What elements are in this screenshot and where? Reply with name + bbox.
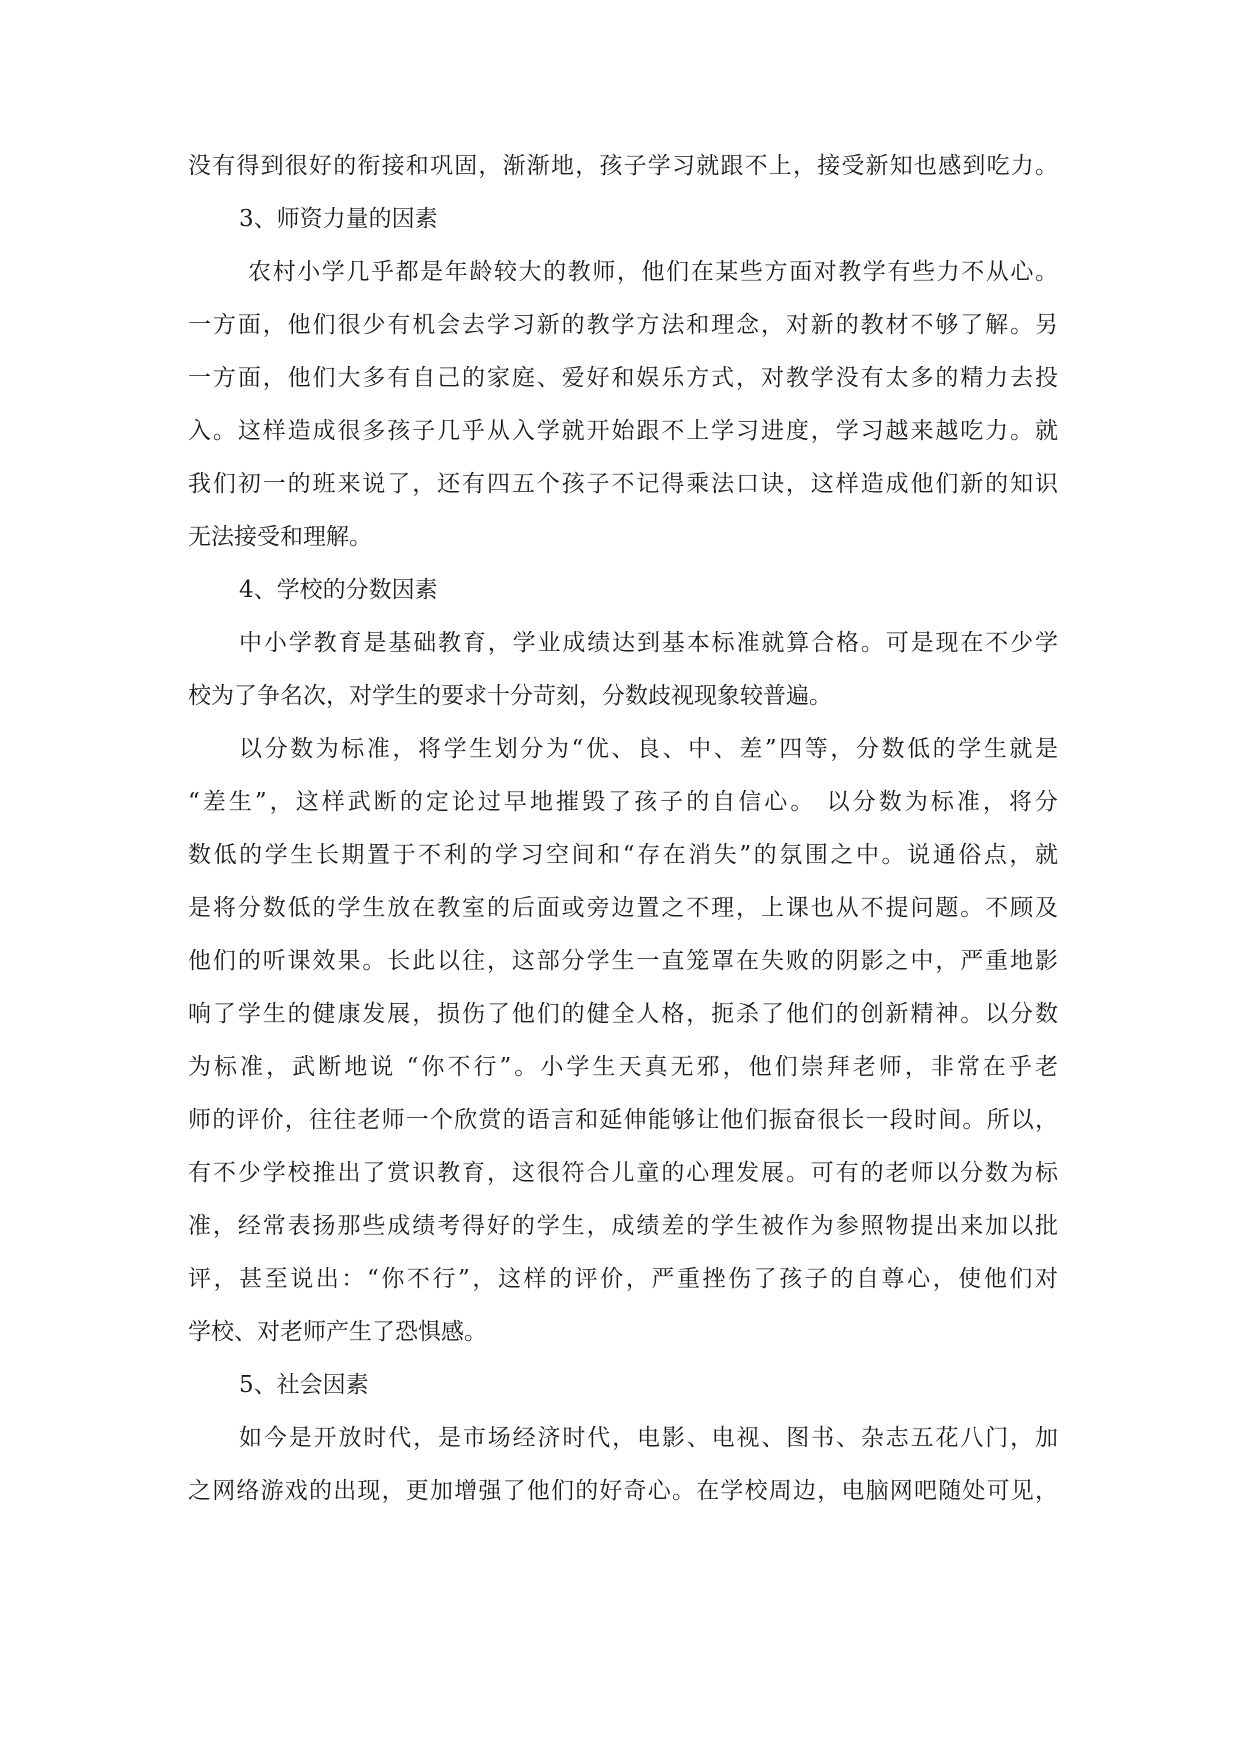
text-line: 我们初一的班来说了，还有四五个孩子不记得乘法口诀，这样造成他们新的知识 — [188, 471, 1058, 497]
text-line: 一方面，他们很少有机会去学习新的教学方法和理念，对新的教材不够了解。另 — [188, 312, 1058, 338]
text-line: 学校、对老师产生了恐惧感。 — [188, 1319, 487, 1345]
section-heading-5: 5、社会因素 — [239, 1372, 369, 1398]
text-line: 准，经常表扬那些成绩考得好的学生，成绩差的学生被作为参照物提出来加以批 — [188, 1213, 1058, 1239]
section-heading-3: 3、师资力量的因素 — [239, 206, 438, 232]
text-line: 校为了争名次，对学生的要求十分苛刻，分数歧视现象较普遍。 — [188, 683, 832, 709]
text-line: 有不少学校推出了赏识教育，这很符合儿童的心理发展。可有的老师以分数为标 — [188, 1160, 1058, 1186]
text-line: 师的评价，往往老师一个欣赏的语言和延伸能够让他们振奋很长一段时间。所以， — [188, 1107, 1058, 1133]
text-line: 如今是开放时代，是市场经济时代，电影、电视、图书、杂志五花八门，加 — [239, 1425, 1058, 1451]
text-line: 农村小学几乎都是年龄较大的教师，他们在某些方面对教学有些力不从心。 — [248, 259, 1058, 285]
text-line: 数低的学生长期置于不利的学习空间和“存在消失”的氛围之中。说通俗点，就 — [188, 842, 1058, 868]
text-line: 一方面，他们大多有自己的家庭、爱好和娱乐方式，对教学没有太多的精力去投 — [188, 365, 1058, 391]
text-line: 评，甚至说出：“你不行”，这样的评价，严重挫伤了孩子的自尊心，使他们对 — [188, 1266, 1058, 1292]
text-line: 响了学生的健康发展，损伤了他们的健全人格，扼杀了他们的创新精神。以分数 — [188, 1001, 1058, 1027]
text-line: “差生”，这样武断的定论过早地摧毁了孩子的自信心。 以分数为标准，将分 — [188, 789, 1058, 815]
text-line: 是将分数低的学生放在教室的后面或旁边置之不理，上课也从不提问题。不顾及 — [188, 895, 1058, 921]
text-line: 中小学教育是基础教育，学业成绩达到基本标准就算合格。可是现在不少学 — [239, 630, 1058, 656]
text-line: 为标准，武断地说 “你不行”。小学生天真无邪，他们崇拜老师，非常在乎老 — [188, 1054, 1058, 1080]
text-line: 之网络游戏的出现，更加增强了他们的好奇心。在学校周边，电脑网吧随处可见， — [188, 1478, 1058, 1504]
text-line: 没有得到很好的衔接和巩固，渐渐地，孩子学习就跟不上，接受新知也感到吃力。 — [188, 153, 1058, 179]
section-heading-4: 4、学校的分数因素 — [239, 577, 438, 603]
text-line: 无法接受和理解。 — [188, 524, 372, 550]
text-line: 入。这样造成很多孩子几乎从入学就开始跟不上学习进度，学习越来越吃力。就 — [188, 418, 1058, 444]
text-line: 他们的听课效果。长此以往，这部分学生一直笼罩在失败的阴影之中，严重地影 — [188, 948, 1058, 974]
text-line: 以分数为标准，将学生划分为“优、良、中、差”四等，分数低的学生就是 — [239, 736, 1058, 762]
